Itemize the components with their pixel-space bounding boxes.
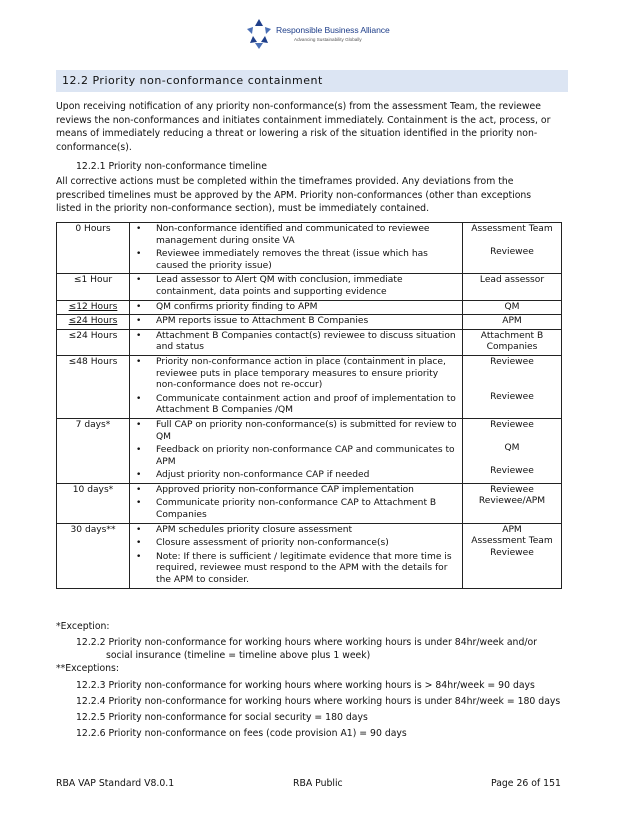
bullet-icon: • (136, 393, 142, 404)
action-item (133, 420, 459, 443)
responsible-party: Reviewee (490, 247, 534, 258)
responsible-cell (463, 329, 562, 355)
responsible-party: APM (502, 316, 522, 327)
responsible-party: QM (504, 443, 520, 454)
exceptions-label: **Exceptions: (56, 663, 120, 674)
table-row (57, 355, 562, 418)
bullet-icon: • (136, 538, 142, 549)
responsible-cell (463, 523, 562, 588)
responsible-cell (463, 300, 562, 315)
bullet-icon: • (136, 316, 142, 327)
timeframe-label: ≤1 Hour (73, 275, 113, 286)
exception-item (76, 636, 537, 662)
actions-cell (130, 274, 463, 300)
action-text: Approved priority non-conformance CAP implementation (156, 484, 414, 495)
section-heading-bar (56, 70, 568, 92)
table-row (57, 274, 562, 300)
action-text: Adjust priority non-conformance CAP if needed (156, 470, 370, 481)
timeframe-cell (57, 315, 130, 330)
responsible-cell (463, 355, 562, 418)
bullet-icon: • (136, 224, 142, 234)
footer-document-name: RBA VAP Standard V8.0.1 (56, 778, 175, 789)
action-item (133, 538, 459, 550)
action-text: Communicate priority non-conformance CAP to Attachment B Companies (156, 498, 437, 521)
action-text: Full CAP on priority non-conformance(s) is submitted for review to QM (156, 419, 457, 442)
timeline-table-body (57, 223, 562, 589)
action-item (133, 552, 459, 587)
timeframe-label: 10 days* (72, 484, 114, 495)
responsible-party: Reviewee/APM (478, 496, 546, 507)
action-item (133, 394, 459, 417)
logo-tagline: Advancing Sustainability Globally (294, 37, 362, 42)
exception-list-item: 12.2.3 Priority non-conformance for working hours where working hours is > 84hr/week = 90 days (76, 680, 535, 691)
timeline-line: prescribed timelines must be approved by the APM. Priority non-conformances (other than exceptions (56, 189, 532, 201)
bullet-icon: • (136, 470, 142, 481)
exception-list-item: 12.2.5 Priority non-conformance for social security = 180 days (76, 712, 368, 723)
action-item (133, 470, 459, 482)
action-item (133, 445, 459, 468)
exception-item-line: 12.2.2 Priority non-conformance for working hours where working hours is under 84hr/week and/or (76, 637, 537, 648)
responsible-party (466, 236, 558, 248)
action-text: Reviewee immediately removes the threat (issue which has caused the priority issue) (156, 249, 428, 271)
actions-cell (130, 223, 463, 274)
timeframe-cell (57, 355, 130, 418)
timeframe-label: 30 days** (70, 524, 116, 535)
responsible-party: APM (502, 524, 522, 535)
timeframe-label: 7 days* (75, 419, 111, 430)
timeline-line: listed in the priority non-conformance section), must be immediately contained. (56, 203, 430, 214)
timeline-table (56, 222, 562, 589)
action-text: APM reports issue to Attachment B Companies (156, 316, 369, 327)
section-title: 12.2 Priority non-conformance containment (62, 74, 323, 87)
action-item (133, 302, 459, 314)
logo-brand-text: Responsible Business Alliance (276, 25, 390, 35)
bullet-icon: • (136, 275, 142, 286)
bullet-icon: • (136, 419, 142, 430)
responsible-party: Lead assessor (479, 275, 545, 286)
table-row (57, 300, 562, 315)
exception-list-item: 12.2.6 Priority non-conformance on fees (code provision A1) = 90 days (76, 728, 407, 739)
action-text: Note: If there is sufficient / legitimate evidence that more time is required, reviewee must respond to the APM with the details for the APM to consider. (156, 551, 452, 586)
responsible-party: Reviewee (490, 419, 534, 430)
actions-cell (130, 329, 463, 355)
footer-page-number: Page 26 of 151 (491, 778, 561, 789)
timeframe-label: ≤48 Hours (68, 356, 118, 367)
bullet-icon: • (136, 330, 142, 341)
action-text: QM confirms priority finding to APM (156, 301, 318, 312)
responsible-party (466, 432, 558, 444)
bullet-icon: • (136, 498, 142, 509)
bullet-icon: • (136, 524, 142, 535)
exception-label: *Exception: (56, 621, 110, 632)
exception-item-line: social insurance (timeline = timeline above plus 1 week) (106, 650, 371, 661)
action-item (133, 485, 459, 497)
responsible-cell (463, 274, 562, 300)
action-item (133, 275, 459, 298)
action-item (133, 316, 459, 328)
responsible-party: Reviewee (490, 356, 534, 367)
timeframe-cell (57, 483, 130, 523)
rba-logo (244, 17, 404, 51)
bullet-icon: • (136, 356, 142, 367)
responsible-party: Reviewee (490, 547, 534, 558)
actions-cell (130, 523, 463, 588)
action-item (133, 331, 459, 354)
timeframe-cell (57, 418, 130, 483)
bullet-icon: • (136, 551, 142, 562)
intro-line: means of immediately reducing a threat or lowering a risk of the situation identified in the priority non- (56, 128, 538, 139)
table-row (57, 523, 562, 588)
timeframe-label: ≤12 Hours (68, 301, 118, 312)
action-text: APM schedules priority closure assessment (156, 524, 353, 535)
action-text: Priority non-conformance action in place (containment in place, reviewee puts in place temporary measures to ensure priority non-conformance does not re-occur) (156, 356, 446, 391)
responsible-cell (463, 418, 562, 483)
table-row (57, 315, 562, 330)
action-text: Non-conformance identified and communicated to reviewee management during onsite VA (156, 224, 430, 246)
responsible-party (466, 380, 558, 392)
intro-line: conformance(s). (56, 141, 132, 153)
intro-line: reviews the non-conformances and initiates containment immediately. Containment is the act, process, or (56, 114, 551, 126)
action-text: Lead assessor to Alert QM with conclusion, immediate containment, data points and supporting evidence (156, 275, 403, 297)
timeframe-cell (57, 223, 130, 274)
bullet-icon: • (136, 445, 142, 456)
action-text: Closure assessment of priority non-conformance(s) (156, 538, 389, 549)
timeframe-cell (57, 329, 130, 355)
actions-cell (130, 355, 463, 418)
table-row (57, 329, 562, 355)
exception-list-item: 12.2.4 Priority non-conformance for working hours where working hours is under 84hr/week = 180 days (76, 696, 561, 707)
responsible-party: Assessment Team (471, 536, 553, 547)
responsible-party: Companies (486, 342, 538, 353)
action-text: Feedback on priority non-conformance CAP and communicates to APM (156, 445, 455, 467)
timeframe-label: ≤24 Hours (68, 330, 118, 341)
responsible-party: Reviewee (490, 466, 534, 477)
responsible-party (466, 369, 558, 381)
rba-logo-icon (244, 17, 274, 51)
timeframe-label: 0 Hours (75, 224, 111, 234)
actions-cell (130, 315, 463, 330)
action-item (133, 249, 459, 272)
timeline-line: All corrective actions must be completed within the timeframes provided. Any deviations from the (56, 176, 514, 187)
intro-paragraph (56, 100, 572, 154)
subsection-title: 12.2.1 Priority non-conformance timeline (76, 161, 267, 172)
bullet-icon: • (136, 484, 142, 495)
responsible-cell (463, 483, 562, 523)
action-item (133, 525, 459, 537)
table-row (57, 418, 562, 483)
table-row (57, 483, 562, 523)
intro-line: Upon receiving notification of any priority non-conformance(s) from the assessment Team, the reviewee (56, 101, 541, 112)
actions-cell (130, 483, 463, 523)
timeframe-cell (57, 274, 130, 300)
actions-cell (130, 300, 463, 315)
action-item (133, 224, 459, 247)
timeframe-label: ≤24 Hours (68, 316, 118, 327)
timeline-paragraph (56, 175, 572, 216)
action-text: Communicate containment action and proof of implementation to Attachment B Companies /QM (156, 393, 456, 416)
responsible-cell (463, 223, 562, 274)
bullet-icon: • (136, 249, 142, 260)
responsible-party: Attachment B (480, 330, 544, 341)
actions-cell (130, 418, 463, 483)
timeframe-cell (57, 300, 130, 315)
action-item (133, 357, 459, 392)
action-text: Attachment B Companies contact(s) reviewee to discuss situation and status (156, 330, 456, 353)
responsible-party: Reviewee (490, 391, 534, 402)
responsible-party (466, 455, 558, 467)
action-item (133, 498, 459, 521)
table-row (57, 223, 562, 274)
timeframe-cell (57, 523, 130, 588)
responsible-party: Assessment Team (471, 224, 553, 234)
responsible-party: QM (504, 301, 520, 312)
responsible-cell (463, 315, 562, 330)
bullet-icon: • (136, 301, 142, 312)
footer-classification: RBA Public (293, 778, 343, 789)
responsible-party: Reviewee (490, 484, 534, 495)
